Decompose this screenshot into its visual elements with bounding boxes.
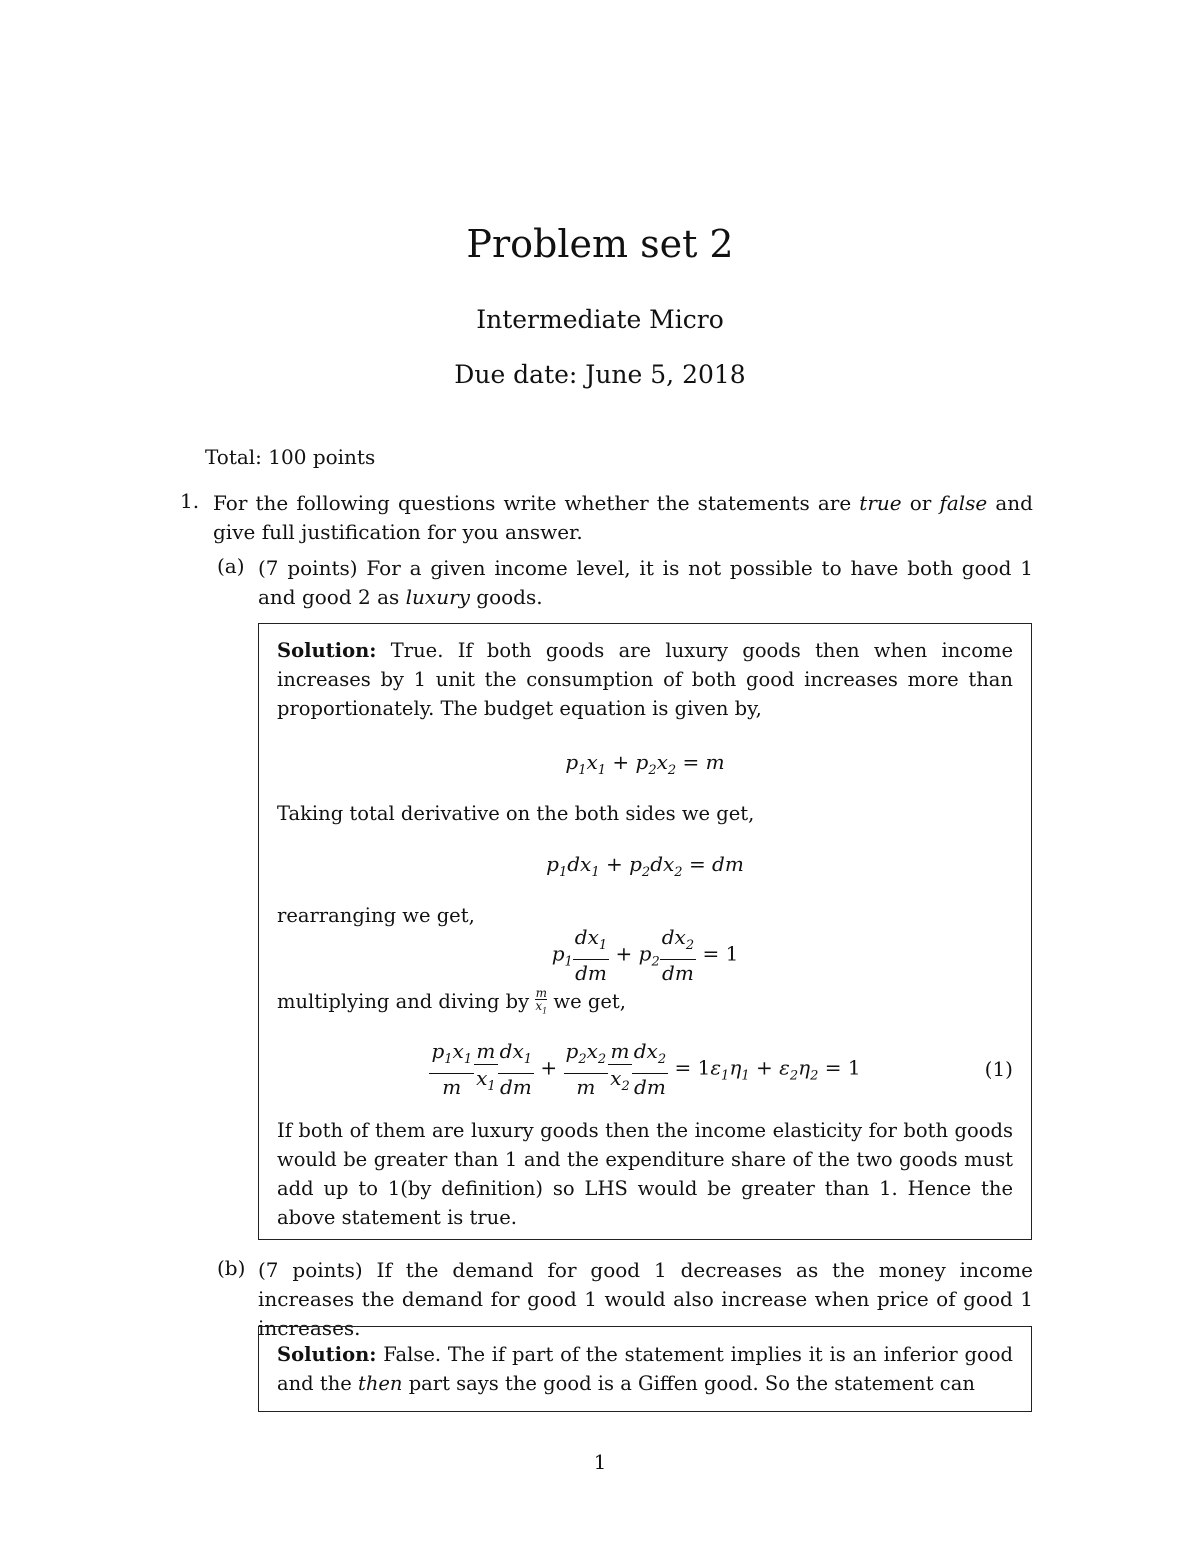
solution-b-text: Solution: False. The if part of the statement implies it is an inferior good and the then part says the good is a Giffen good. So the statement can bbox=[277, 1343, 1013, 1395]
part-b-text: (7 points) If the demand for good 1 decreases as the money income increases the demand for good 1 would also increase when price of good 1 increases. bbox=[258, 1258, 1033, 1340]
page-number: 1 bbox=[593, 1450, 607, 1474]
solution-box-b bbox=[258, 1326, 1032, 1412]
solution-a-rearranging-text: rearranging we get, bbox=[277, 904, 475, 927]
part-a-text: (7 points) For a given income level, it is not possible to have both good 1 and good 2 as luxury goods. bbox=[258, 556, 1033, 609]
part-b-label: (b) bbox=[217, 1256, 246, 1280]
solution-a-conclusion: If both of them are luxury goods then the income elasticity for both goods would be greater than 1 and the expenditure share of the two goods must add up to 1(by definition) so LHS would be greater than 1. Hence the above statement is true. bbox=[277, 1119, 1013, 1229]
total-points: Total: 100 points bbox=[205, 445, 376, 469]
budget-equation: $p_1x_1 + p_2x_2 = m$ bbox=[565, 750, 725, 778]
equation-number: (1) bbox=[984, 1057, 1013, 1081]
due-date: Due date: June 5, 2018 bbox=[454, 360, 746, 389]
total-derivative-equation: $p_1dx_1 + p_2dx_2$ = dm bbox=[546, 852, 744, 880]
question-1-text: For the following questions write whether the statements are true or false and give full justification for you answer. bbox=[213, 491, 1033, 544]
solution-a-multiplying-text: multiplying and diving by $\frac{m}{x_1}$ we get, bbox=[277, 986, 626, 1016]
course-name: Intermediate Micro bbox=[476, 305, 724, 334]
rearranged-equation: $p_1$ $\frac{dx_1}{dm}$ + $p_2$ $\frac{dx_2}{dm}$ = 1 bbox=[551, 925, 739, 985]
solution-a-intro: Solution: True. If both goods are luxury goods then when income increases by 1 unit the consumption of both good increases more than proportionately. The budget equation is given by, bbox=[277, 639, 1013, 720]
elasticity-equation: $\frac{p_1x_1}{m}$ $\frac{m}{x_1}$ $\frac{dx_1}{dm}$ + $\frac{p_2x_2}{m}$ $\frac{m}{x_2}$ $\frac{dx_2}{dm}$ = $1\varepsilon_1\eta_1 + \varepsilon_2\eta_2 = 1$ bbox=[431, 1039, 861, 1099]
question-number: 1. bbox=[180, 489, 200, 513]
part-a-label: (a) bbox=[217, 554, 245, 578]
solution-box-a bbox=[258, 623, 1032, 1240]
page-title: Problem set 2 bbox=[466, 222, 734, 266]
solution-a-derivative-text: Taking total derivative on the both sides we get, bbox=[277, 802, 755, 825]
